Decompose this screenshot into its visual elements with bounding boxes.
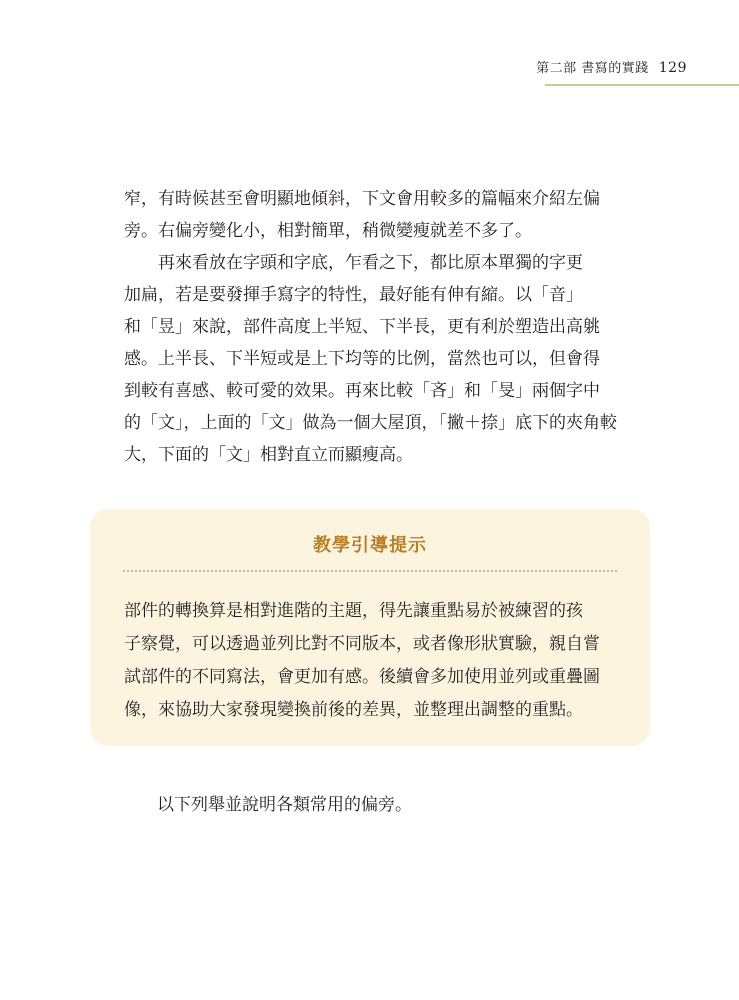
teaching-tip-title: 教學引導提示 bbox=[313, 535, 427, 556]
text-line: 的「文」，上面的「文」做為一個大屋頂，「撇＋捺」底下的夾角較 bbox=[124, 413, 617, 433]
closing-sentence: 以下列舉並說明各類常用的偏旁。 bbox=[157, 795, 412, 815]
text-line: 子察覺，可以透過並列比對不同版本，或者像形狀實驗，親自嘗 bbox=[124, 634, 600, 654]
running-header bbox=[536, 57, 687, 76]
text-line: 試部件的不同寫法，會更加有感。後續會多加使用並列或重疊圖 bbox=[124, 667, 600, 687]
text-line: 加扁，若是要發揮手寫字的特性，最好能有伸有縮。以「音」 bbox=[124, 285, 583, 305]
dotted-divider bbox=[123, 570, 617, 572]
teaching-tip-box bbox=[90, 509, 650, 746]
text-line: 部件的轉換算是相對進階的主題，得先讓重點易於被練習的孩 bbox=[124, 601, 583, 621]
page-number: 129 bbox=[658, 60, 687, 76]
text-line: 旁。右偏旁變化小，相對簡單，稍微變瘦就差不多了。 bbox=[124, 221, 532, 241]
text-line: 和「昱」來說，部件高度上半短、下半長，更有利於塑造出高䠷 bbox=[124, 317, 600, 337]
text-line: 大，下面的「文」相對直立而顯瘦高。 bbox=[124, 445, 413, 465]
text-line: 像，來協助大家發現變換前後的差異，並整理出調整的重點。 bbox=[124, 700, 583, 720]
text-line: 窄，有時候甚至會明顯地傾斜，下文會用較多的篇幅來介紹左偏 bbox=[124, 189, 600, 209]
paragraph-2 bbox=[124, 247, 620, 471]
section-title: 第二部 書寫的實踐 bbox=[536, 61, 649, 76]
teaching-tip-body bbox=[124, 595, 620, 727]
paragraph-1 bbox=[124, 183, 620, 247]
text-line: 再來看放在字頭和字底，乍看之下，都比原本單獨的字更 bbox=[124, 253, 583, 273]
header-rule bbox=[545, 84, 739, 86]
text-line: 感。上半長、下半短或是上下均等的比例，當然也可以，但會得 bbox=[124, 349, 600, 369]
text-line: 到較有喜感、較可愛的效果。再來比較「吝」和「旻」兩個字中 bbox=[124, 381, 600, 401]
